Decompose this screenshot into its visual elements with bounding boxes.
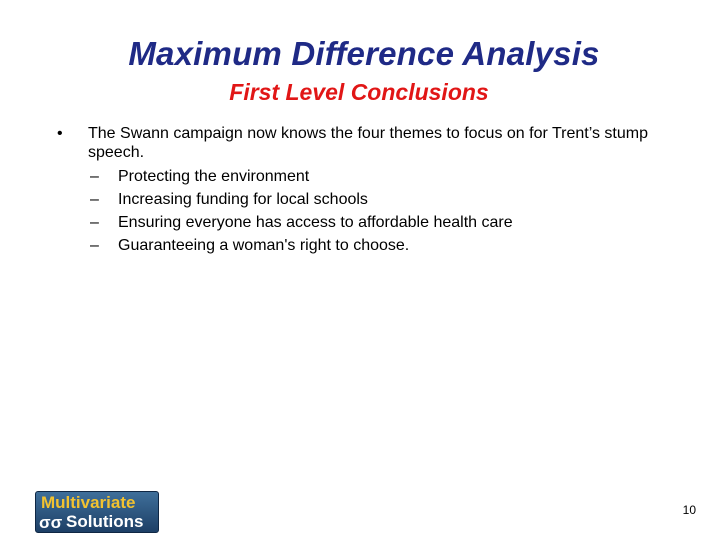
page-number: 10 [682,503,696,517]
sub-bullet-text: Protecting the environment [118,168,310,185]
sub-bullet-text: Guaranteeing a woman's right to choose. [118,237,410,254]
bullet-icon: • [57,125,63,142]
slide-title: Maximum Difference Analysis [128,35,600,72]
sub-bullet-list [56,165,656,257]
slide-body [56,124,656,257]
bullet-text: The Swann campaign now knows the four themes to focus on for Trent’s stump speech. [88,125,648,161]
logo-sigma-mark: σσ [39,513,63,532]
dash-icon: – [90,237,99,254]
logo-text-bottom: Solutions [66,512,144,531]
multivariate-solutions-logo [35,491,159,533]
bullet-item [56,124,656,162]
dash-icon: – [90,168,99,185]
sub-bullet-item [90,165,656,188]
sub-bullet-item [90,188,656,211]
sub-bullet-item [90,234,656,257]
logo-text-top: Multivariate [41,493,136,512]
sub-bullet-text: Ensuring everyone has access to affordable health care [118,214,513,231]
sub-bullet-item [90,211,656,234]
dash-icon: – [90,214,99,231]
sub-bullet-text: Increasing funding for local schools [118,191,368,208]
slide-subtitle: First Level Conclusions [229,79,489,105]
dash-icon: – [90,191,99,208]
